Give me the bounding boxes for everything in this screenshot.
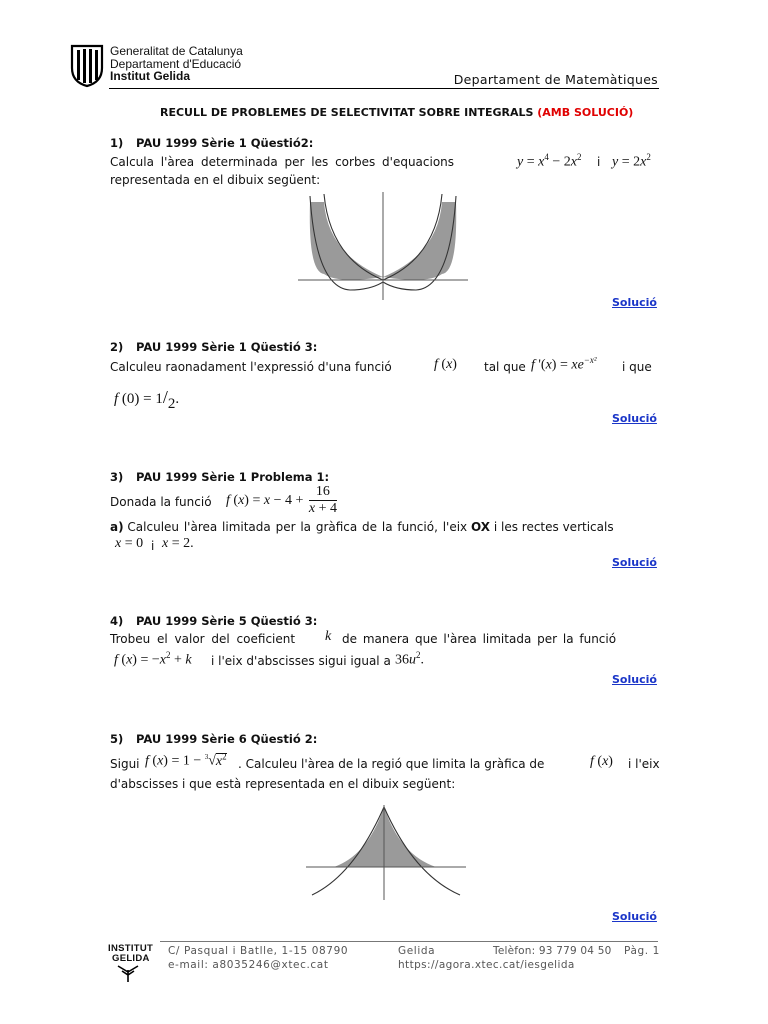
problem-2-text-end: i que <box>622 360 652 374</box>
problem-5-statement-end: d'abscisses i que està representada en el dibuix següent: <box>110 777 456 791</box>
problem-3-statement: Donada la funció <box>110 495 212 509</box>
problem-3-solution-link[interactable]: Solució <box>612 556 657 569</box>
problem-4-statement-cont: de manera que l'àrea limitada per la funció <box>342 632 617 646</box>
problem-1-equation-1: $y = x^4 - 2x^2$ <box>517 152 582 170</box>
problem-5-statement: Sigui <box>110 757 140 771</box>
problem-2-equation-3: f (0) = 1/2. <box>114 387 180 412</box>
problem-2-heading: 2) PAU 1999 Sèrie 1 Qüestió 3: <box>110 340 318 354</box>
problem-5-equation-1: f $(x) = 1 - ^3√x^2$ <box>145 751 227 769</box>
title-main: RECULL DE PROBLEMES DE SELECTIVITAT SOBRE INTEGRALS <box>160 106 534 119</box>
org-name: Generalitat de Catalunya <box>110 44 243 58</box>
problem-5-text3: i l'eix <box>628 757 660 771</box>
problem-4-text3: i l'eix d'abscisses sigui igual a <box>211 654 391 668</box>
problem-3-equation: f (x) = x − 4 + $\frac{16}{x + 4}$ <box>226 484 337 516</box>
problem-2-equation-1: f (x) <box>434 357 457 372</box>
part-a-label: a) <box>110 520 124 534</box>
problem-3-heading: 3) PAU 1999 Sèrie 1 Problema 1: <box>110 470 330 484</box>
problem-1-solution-link[interactable]: Solució <box>612 296 657 309</box>
problem-4-variable: k <box>325 629 332 644</box>
problem-2-text-mid: tal que <box>484 360 526 374</box>
problem-3-part-a: a) Calculeu l'àrea limitada per la gràfica de la funció, l'eix OX i les rectes verticals <box>110 520 614 534</box>
footer-phone: Telèfon: 93 779 04 50 <box>493 945 612 957</box>
problem-1-joiner: i <box>597 155 601 169</box>
problem-5-statement-cont: . Calculeu l'àrea de la regió que limita la gràfica de <box>238 757 545 771</box>
problem-5-equation-2: f (x) <box>590 754 613 769</box>
problem-4-area: $36u^2$. <box>395 650 424 668</box>
problem-1-statement: Calcula l'àrea determinada per les corbes d'equacions <box>110 155 455 169</box>
institut-gelida-logo-icon: INSTITUT GELIDA <box>108 944 158 984</box>
org-department: Departament d'Educació <box>110 56 242 71</box>
problem-2-solution-link[interactable]: Solució <box>612 412 657 425</box>
header-divider <box>109 88 659 89</box>
footer-address: C/ Pasqual i Batlle, 1-15 08790 <box>168 945 349 957</box>
problem-4-equation: f $(x) = -x^2 + k$ <box>114 650 192 668</box>
problem-5-solution-link[interactable]: Solució <box>612 910 657 923</box>
problem-4-heading: 4) PAU 1999 Sèrie 5 Qüestió 3: <box>110 614 318 628</box>
problem-5-heading: 5) PAU 1999 Sèrie 6 Qüestió 2: <box>110 732 318 746</box>
problem-2-statement: Calculeu raonadament l'expressió d'una funció <box>110 360 392 374</box>
problem-4-statement: Trobeu el valor del coeficient <box>110 632 296 646</box>
problem-3-bound-1: x = 0 <box>115 536 144 551</box>
problem-1-equation-2: $y = 2x^2$ <box>612 152 651 170</box>
footer-website: https://agora.xtec.cat/iesgelida <box>398 959 575 971</box>
department-name: Departament de Matemàtiques <box>453 72 658 87</box>
problem-2-equation-2: f '$(x) = xe^{-x^2}$ <box>531 355 597 373</box>
footer-town: Gelida <box>398 945 436 957</box>
title-highlight: (AMB SOLUCIÓ) <box>537 106 634 119</box>
problem-1-heading: 1) PAU 1999 Sèrie 1 Qüestió2: <box>110 136 314 150</box>
footer-page-number: Pàg. 1 <box>624 945 660 957</box>
institute-name: Institut Gelida <box>110 69 191 83</box>
problem-4-solution-link[interactable]: Solució <box>612 673 657 686</box>
problem-1-statement-cont: representada en el dibuix següent: <box>110 173 321 187</box>
footer-email: e-mail: a8035246@xtec.cat <box>168 959 329 971</box>
problem-3-bound-2: x = 2. <box>162 536 194 551</box>
generalitat-logo-icon <box>69 44 105 88</box>
axis-label: OX <box>470 520 491 534</box>
problem-5-figure <box>306 805 466 900</box>
problem-3-joiner: i <box>151 539 155 553</box>
page-title <box>160 106 633 119</box>
footer-divider <box>160 941 658 942</box>
problem-1-figure <box>298 192 468 300</box>
